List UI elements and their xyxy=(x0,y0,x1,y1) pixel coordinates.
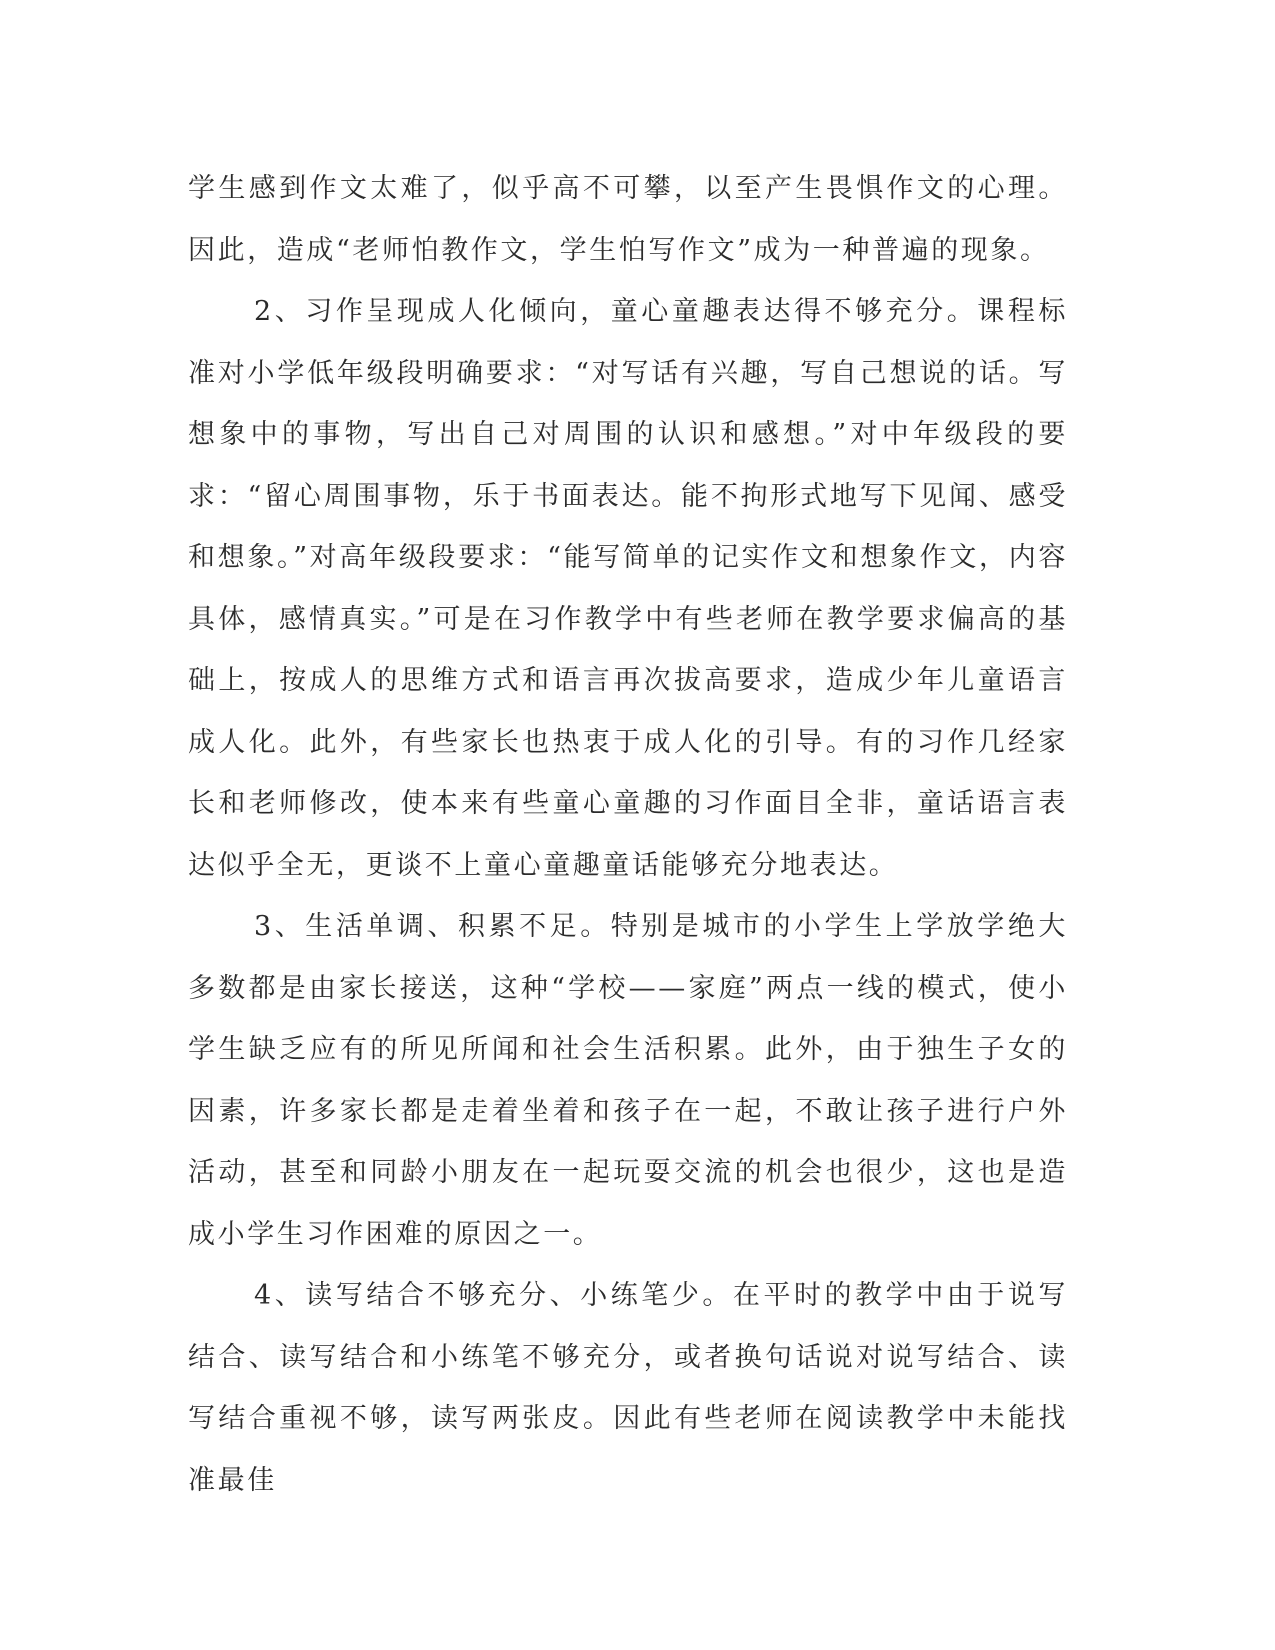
paragraph-point-4: 4、读写结合不够充分、小练笔少。在平时的教学中由于说写结合、读写结合和小练笔不够充分，或者换句话说对说写结合、读写结合重视不够，读写两张皮。因此有些老师在阅读教学中未能找准最佳 xyxy=(188,1280,1068,1496)
paragraph-point-3: 3、生活单调、积累不足。特别是城市的小学生上学放学绝大多数都是由家长接送，这种“学校——家庭”两点一线的模式，使小学生缺乏应有的所见所闻和社会生活积累。此外，由于独生子女的因素，许多家长都是走着坐着和孩子在一起，不敢让孩子进行户外活动，甚至和同龄小朋友在一起玩耍交流的机会也很少，这也是造成小学生习作困难的原因之一。 xyxy=(188,911,1068,1250)
paragraph-continuation: 学生感到作文太难了，似乎高不可攀，以至产生畏惧作文的心理。因此，造成“老师怕教作文，学生怕写作文”成为一种普遍的现象。 xyxy=(188,173,1068,266)
body-text xyxy=(188,158,1068,1511)
paragraph-point-2: 2、习作呈现成人化倾向，童心童趣表达得不够充分。课程标准对小学低年级段明确要求：“对写话有兴趣，写自己想说的话。写想象中的事物，写出自己对周围的认识和感想。”对中年级段的要求：“留心周围事物，乐于书面表达。能不拘形式地写下见闻、感受和想象。”对高年级段要求：“能写简单的记实作文和想象作文，内容具体，感情真实。”可是在习作教学中有些老师在教学要求偏高的基础上，按成人的思维方式和语言再次拔高要求，造成少年儿童语言成人化。此外，有些家长也热衷于成人化的引导。有的习作几经家长和老师修改，使本来有些童心童趣的习作面目全非，童话语言表达似乎全无，更谈不上童心童趣童话能够充分地表达。 xyxy=(188,296,1068,881)
